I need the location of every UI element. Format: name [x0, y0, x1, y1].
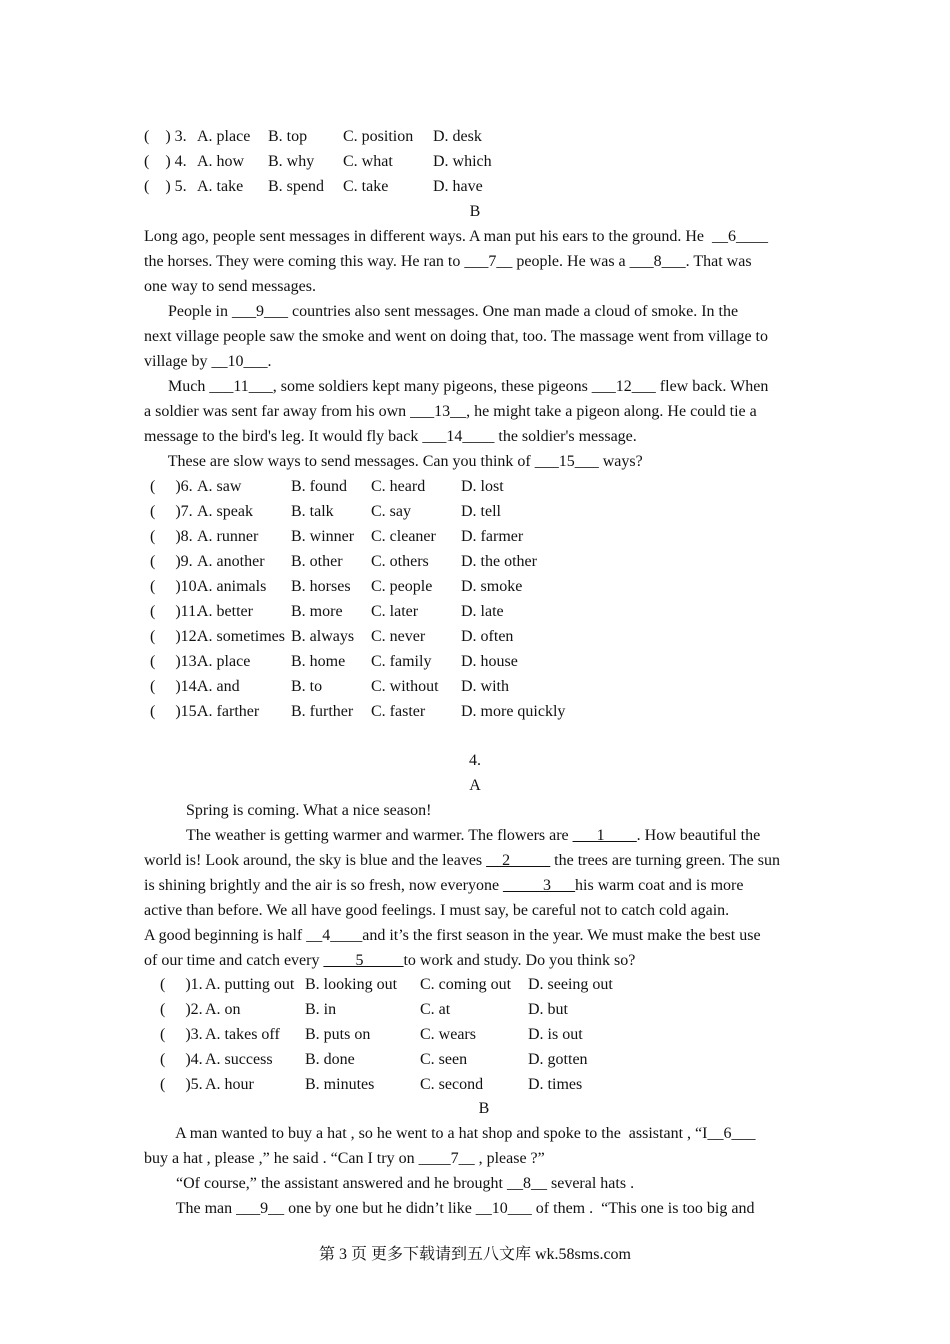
section-a-heading: A [469, 777, 481, 794]
section-number: 4. [469, 752, 481, 769]
option-c: C. family [371, 653, 432, 670]
blank-3: _____3___ [503, 877, 576, 894]
passage-line: People in ___9___ countries also sent messages. One man made a cloud of smoke. In the [144, 303, 739, 320]
option-a: A. saw [197, 478, 242, 495]
blank-1: ___1____ [572, 827, 637, 844]
passage-line: The weather is getting warmer and warmer. The flowers are ___1____. How beautiful the [186, 827, 761, 844]
question-number: ( ) 5. [144, 178, 187, 195]
option-d: D. tell [461, 503, 501, 520]
passage-line: active than before. We all have good feelings. I must say, be careful not to catch cold again. [144, 902, 730, 919]
passage-line: A good beginning is half __4____and it’s the first season in the year. We must make the best use [144, 927, 761, 944]
option-d: D. times [528, 1076, 583, 1093]
option-b: B. winner [291, 528, 355, 545]
page-footer: 第 3 页 更多下载请到五八文库 wk.58sms.com [318, 1246, 631, 1263]
passage-line: Long ago, people sent messages in different ways. A man put his ears to the ground. He __6____ [144, 228, 769, 245]
option-c: C. others [371, 553, 429, 570]
option-a: A. better [197, 603, 253, 620]
option-a: A. putting out [205, 976, 295, 993]
option-d: D. house [461, 653, 518, 670]
option-a: A. place [197, 653, 251, 670]
option-a: A. runner [197, 528, 259, 545]
passage-line: Much ___11___, some soldiers kept many pigeons, these pigeons ___12___ flew back. When [144, 378, 769, 395]
option-d: D. farmer [461, 528, 524, 545]
option-d: D. smoke [461, 578, 523, 595]
option-a: A. farther [197, 703, 260, 720]
option-c: C. without [371, 678, 439, 695]
section-b-heading: B [478, 1100, 490, 1117]
option-d: D. is out [528, 1026, 583, 1043]
option-a: A. and [197, 678, 240, 695]
question-number: ( ) 3. [144, 128, 187, 145]
passage-line: The man ___9__ one by one but he didn’t like __10___ of them . “This one is too big and [144, 1200, 755, 1217]
option-a: A. success [205, 1051, 273, 1068]
option-d: D. desk [433, 128, 482, 145]
option-d: D. more quickly [461, 703, 566, 720]
option-d: D. but [528, 1001, 568, 1018]
option-c: C. position [343, 128, 414, 145]
option-b: B. top [268, 128, 308, 145]
option-d: D. often [461, 628, 514, 645]
question-number: ( ) 4. [144, 153, 187, 170]
option-a: A. takes off [205, 1026, 280, 1043]
option-b: B. found [291, 478, 347, 495]
passage-line: world is! Look around, the sky is blue and the leaves __2_____ the trees are turning green. The sun [144, 852, 780, 869]
blank-2: __2_____ [486, 852, 551, 869]
option-c: C. heard [371, 478, 426, 495]
option-c: C. coming out [420, 976, 512, 993]
section-b-heading: B [469, 203, 481, 220]
question-number: ( )7. [150, 503, 193, 520]
question-number: ( )5. [160, 1076, 203, 1093]
passage-line: of our time and catch every ____5_____to work and study. Do you think so? [144, 952, 636, 969]
question-number: ( )3. [160, 1026, 203, 1043]
option-b: B. spend [268, 178, 324, 195]
option-c: C. take [343, 178, 389, 195]
passage-line: A man wanted to buy a hat , so he went to a hat shop and spoke to the assistant , “I__6___ [144, 1125, 756, 1142]
passage-line: “Of course,” the assistant answered and he brought __8__ several hats . [144, 1175, 635, 1192]
question-number: ( )13. [150, 653, 201, 670]
option-b: B. looking out [305, 976, 398, 993]
option-a: A. on [205, 1001, 241, 1018]
option-b: B. always [291, 628, 355, 645]
option-d: D. seeing out [528, 976, 613, 993]
question-number: ( )1. [160, 976, 203, 993]
question-number: ( )8. [150, 528, 193, 545]
option-a: A. take [197, 178, 244, 195]
option-d: D. with [461, 678, 509, 695]
option-a: A. sometimes [197, 628, 285, 645]
option-a: A. speak [197, 503, 253, 520]
option-b: B. talk [291, 503, 334, 520]
option-c: C. never [371, 628, 426, 645]
option-c: C. later [371, 603, 419, 620]
option-b: B. done [305, 1051, 355, 1068]
passage-line: buy a hat , please ,” he said . “Can I try on ____7__ , please ?” [144, 1150, 545, 1167]
option-b: B. in [305, 1001, 337, 1018]
passage-line: These are slow ways to send messages. Can you think of ___15___ ways? [144, 453, 643, 470]
option-b: B. home [291, 653, 346, 670]
option-a: A. how [197, 153, 245, 170]
option-b: B. more [291, 603, 343, 620]
question-number: ( )4. [160, 1051, 203, 1068]
option-c: C. say [371, 503, 411, 520]
question-number: ( )10. [150, 578, 201, 595]
option-c: C. faster [371, 703, 426, 720]
option-c: C. at [420, 1001, 451, 1018]
question-number: ( )11. [150, 603, 201, 620]
option-b: B. to [291, 678, 323, 695]
passage-line: village by __10___. [144, 353, 272, 370]
question-number: ( )9. [150, 553, 193, 570]
option-d: D. lost [461, 478, 504, 495]
option-a: A. animals [197, 578, 267, 595]
passage-line: next village people saw the smoke and went on doing that, too. The massage went from village to [144, 328, 768, 345]
passage-line: the horses. They were coming this way. He ran to ___7__ people. He was a ___8___. That was [144, 253, 752, 270]
passage-line: a soldier was sent far away from his own ___13__, he might take a pigeon along. He could tie a [144, 403, 757, 420]
blank-5: ____5_____ [323, 952, 404, 969]
question-number: ( )15. [150, 703, 201, 720]
option-b: B. why [268, 153, 315, 170]
option-a: A. another [197, 553, 265, 570]
option-b: B. other [291, 553, 343, 570]
option-a: A. place [197, 128, 251, 145]
option-d: D. late [461, 603, 504, 620]
option-c: C. wears [420, 1026, 476, 1043]
option-b: B. horses [291, 578, 351, 595]
question-number: ( )6. [150, 478, 193, 495]
option-d: D. have [433, 178, 483, 195]
option-c: C. people [371, 578, 433, 595]
option-b: B. puts on [305, 1026, 371, 1043]
option-b: B. minutes [305, 1076, 375, 1093]
passage-line: is shining brightly and the air is so fresh, now everyone _____3___his warm coat and is more [144, 877, 744, 894]
question-number: ( )2. [160, 1001, 203, 1018]
option-d: D. which [433, 153, 492, 170]
option-c: C. seen [420, 1051, 468, 1068]
passage-line: one way to send messages. [144, 278, 316, 295]
option-c: C. cleaner [371, 528, 436, 545]
option-d: D. the other [461, 553, 537, 570]
passage-line: message to the bird's leg. It would fly back ___14____ the soldier's message. [144, 428, 637, 445]
option-c: C. second [420, 1076, 484, 1093]
option-d: D. gotten [528, 1051, 588, 1068]
passage-line: Spring is coming. What a nice season! [186, 802, 432, 819]
option-a: A. hour [205, 1076, 254, 1093]
option-b: B. further [291, 703, 354, 720]
question-number: ( )12. [150, 628, 201, 645]
option-c: C. what [343, 153, 393, 170]
question-number: ( )14. [150, 678, 201, 695]
